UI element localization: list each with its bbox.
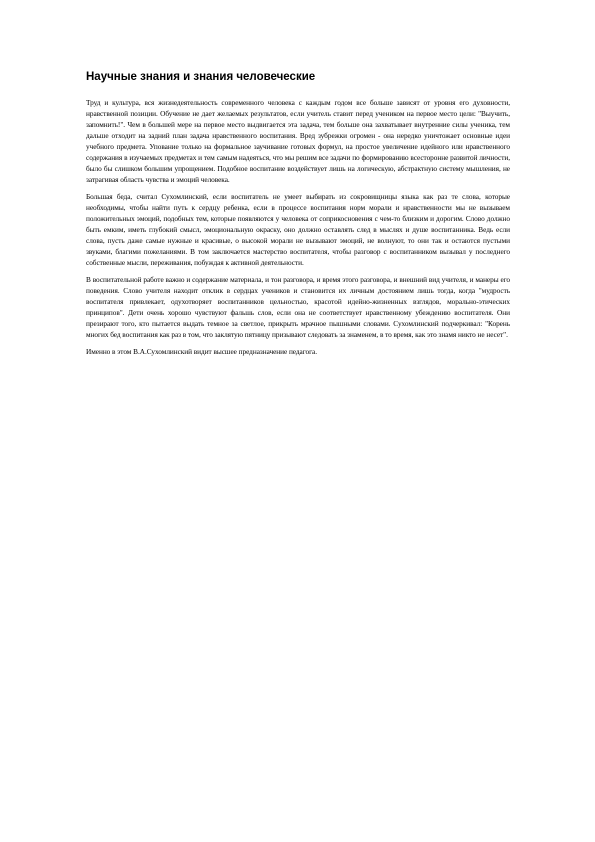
paragraph-1: Труд и культура, вся жизнедеятельность современного человека с каждым годом все больше зависят от уровня его духовности, нравственной позиции. Обучение не дает желаемых результатов, если учитель ставит перед учеником на первое место цели: "Выучить, запомнить!". Чем в большей мере на первое место выдвигается эта задача, тем больше она захватывает внутренние силы ученика, тем дальше отходит на задний план задача нравственного воспитания. Вред зубрежки огромен - она нередко уничтожает основные идеи учебного предмета. Упование только на формальное заучивание готовых формул, на простое увеличение идейного или нравственного содержания в изучаемых предметах и тем самым надеяться, что мы решим все задачи по формированию всесторонне развитой личности, было бы слишком большим упрощением. Подобное воспитание воздействует лишь на логическую, абстрактную систему мышления, не затрагивая область чувства и эмоций человека.: [86, 98, 510, 184]
paragraph-2: Большая беда, считал Сухомлинский, если воспитатель не умеет выбирать из сокровищницы языка как раз те слова, которые необходимы, чтобы найти путь к сердцу ребенка, если в процессе воспитания норм морали и нравственности мы не вызываем положительных эмоций, подобных тем, которые появляются у человека от соприкосновения с чем-то близким и дорогим. Слово должно быть емким, иметь глубокий смысл, эмоциональную окраску, оно должно оставлять след в мыслях и душе воспитанника. Ведь если слова, пусть даже самые нужные и красивые, о высокой морали не вызывают эмоций, не волнуют, то они так и остаются пустыми звуками, благими пожеланиями. В том заключается мастерство воспитателя, чтобы разговор с воспитанником вызывал у последнего собственные мысли, переживания, побуждая к активной деятельности.: [86, 192, 510, 267]
paragraph-4: Именно в этом В.А.Сухомлинский видит высшее предназначение педагога.: [86, 347, 318, 356]
page-title: Научные знания и знания человеческие: [86, 71, 316, 83]
paragraph-3: В воспитательной работе важно и содержание материала, и тон разговора, и время этого разговора, и внешний вид учителя, и манеры его поведения. Слово учителя находит отклик в сердцах учеников и становится их личным достоянием лишь тогда, когда "мудрость воспитателя привлекает, одухотворяет воспитанников цельностью, красотой идейно-жизненных взглядов, морально-этических принципов". Дети очень хорошо чувствуют фальшь слов, если она не соответствует нравственному убеждению воспитателя. Они презирают того, кто пытается выдать темное за светлое, прикрыть мрачное пышными словами. Сухомлинский подчеркивал: "Корень многих бед воспитания как раз в том, что заклятую пятницу призывают следовать за знаменем, в то время, как это знамя никто не несет".: [86, 275, 510, 339]
document-page: [86, 70, 510, 363]
